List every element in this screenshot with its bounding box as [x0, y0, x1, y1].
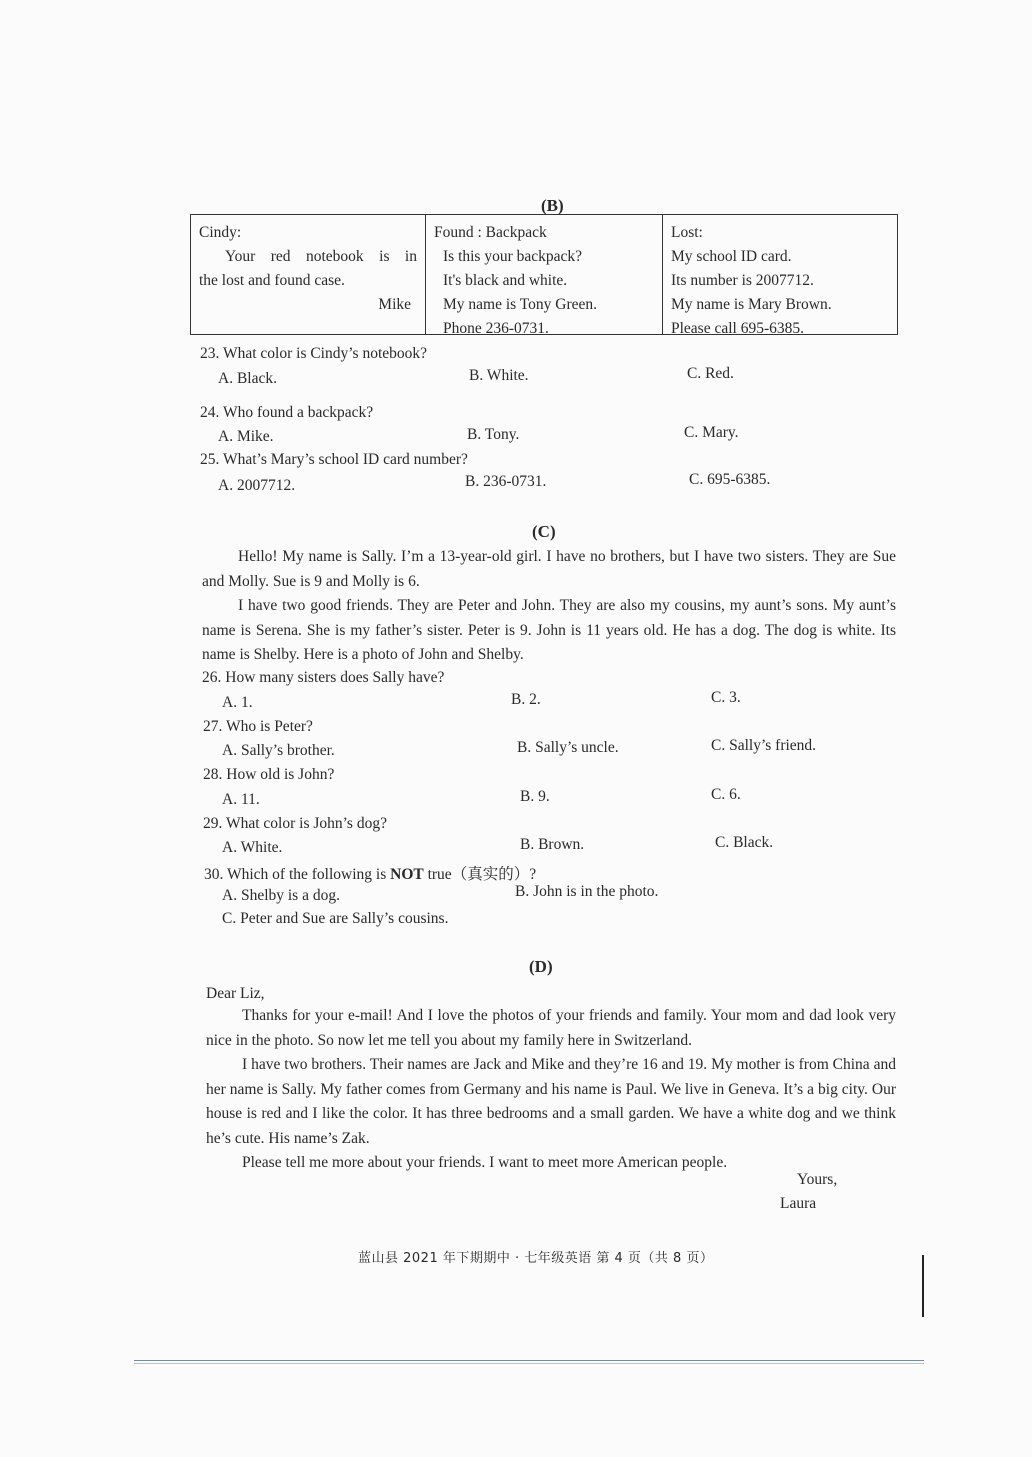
option-a: A. Sally’s brother.: [222, 742, 335, 759]
option-c: C. 3.: [711, 689, 741, 706]
notice-signature: Mike: [378, 296, 411, 313]
option-a: A. Black.: [218, 370, 277, 387]
notice-found-backpack: [425, 215, 662, 337]
option-b: B. Tony.: [467, 426, 520, 443]
option-c: C. Peter and Sue are Sally’s cousins.: [222, 910, 449, 927]
letter-signature: Laura: [780, 1195, 817, 1212]
notices-table: [190, 214, 898, 335]
option-a: A. 1.: [222, 694, 253, 711]
passage-c: [202, 545, 896, 668]
option-c: C. Mary.: [684, 424, 739, 441]
passage-paragraph: Thanks for your e-mail! And I love the photos of your friends and family. Your mom and dad look very nice in the photo. So now let me tell you about my family here in Switzerland.: [206, 1007, 896, 1049]
option-b: B. 236-0731.: [465, 473, 547, 490]
letter-greeting: Dear Liz,: [206, 985, 265, 1002]
notice-line: Cindy:: [199, 224, 242, 241]
notice-line: Found : Backpack: [434, 224, 547, 241]
option-c: C. Sally’s friend.: [711, 737, 817, 754]
option-b: B. Sally’s uncle.: [517, 739, 619, 756]
notice-lost-id: [662, 215, 897, 337]
scan-bottom-line: [134, 1363, 924, 1364]
question-24: 24. Who found a backpack?: [200, 404, 374, 421]
question-29: 29. What color is John’s dog?: [203, 815, 387, 832]
letter-closing: Yours,: [797, 1171, 838, 1188]
option-b: B. White.: [469, 367, 529, 384]
notice-line: My name is Mary Brown.: [671, 296, 832, 313]
section-b-header: (B): [541, 196, 564, 215]
passage-d: [206, 1004, 896, 1176]
option-a: A. Shelby is a dog.: [222, 887, 340, 904]
option-b: B. 9.: [520, 788, 550, 805]
page-footer: 蓝山县 2021 年下期期中 · 七年级英语 第 4 页（共 8 页）: [358, 1251, 714, 1266]
scan-bottom-line: [134, 1360, 924, 1361]
option-c: C. 6.: [711, 786, 741, 803]
option-b: B. Brown.: [520, 836, 585, 853]
scan-edge-line: [922, 1255, 924, 1317]
option-c: C. Black.: [715, 834, 774, 851]
notice-line: Its number is 2007712.: [671, 272, 814, 289]
question-28: 28. How old is John?: [203, 766, 335, 783]
passage-paragraph: I have two brothers. Their names are Jack and Mike and they’re 16 and 19. My mother is from China and her name is Sally. My father comes from Germany and his name is Paul. We live in Geneva. It’s a big city. Our house is red and I like the color. It has three bedrooms and a small garden. We have a white dog and we think he’s cute. His name’s Zak.: [206, 1056, 896, 1147]
section-c-header: (C): [532, 522, 556, 541]
question-30: [204, 862, 536, 884]
question-26: 26. How many sisters does Sally have?: [202, 669, 445, 686]
option-a: A. 11.: [222, 791, 260, 808]
notice-line: It's black and white.: [443, 272, 568, 289]
question-text: 30. Which of the following is: [204, 866, 391, 883]
passage-paragraph: Hello! My name is Sally. I’m a 13-year-old girl. I have no brothers, but I have two sisters. They are Sue and Molly. Sue is 9 and Molly is 6.: [202, 548, 896, 590]
notice-line: My school ID card.: [671, 248, 792, 265]
notice-line: My name is Tony Green.: [443, 296, 598, 313]
option-a: A. White.: [222, 839, 283, 856]
notice-line: Phone 236-0731.: [443, 320, 549, 337]
option-c: C. 695-6385.: [689, 471, 771, 488]
passage-paragraph: I have two good friends. They are Peter and John. They are also my cousins, my aunt’s sons. My aunt’s name is Serena. She is my father’s sister. Peter is 9. John is 11 years old. He has a dog. The dog is white. Its name is Shelby. Here is a photo of John and Shelby.: [202, 597, 896, 663]
question-23: 23. What color is Cindy’s notebook?: [200, 345, 428, 362]
question-text: true（真实的）?: [423, 866, 537, 883]
option-c: C. Red.: [687, 365, 734, 382]
question-25: 25. What’s Mary’s school ID card number?: [200, 451, 468, 468]
option-b: B. 2.: [511, 691, 541, 708]
option-b: B. John is in the photo.: [515, 883, 659, 900]
question-emphasis: NOT: [390, 866, 424, 883]
notice-line: Lost:: [671, 224, 703, 241]
option-a: A. 2007712.: [218, 477, 296, 494]
passage-paragraph: Please tell me more about your friends. I want to meet more American people.: [242, 1154, 728, 1171]
question-27: 27. Who is Peter?: [203, 718, 313, 735]
notice-line: Is this your backpack?: [443, 248, 583, 265]
section-d-header: (D): [529, 957, 553, 976]
option-a: A. Mike.: [218, 428, 274, 445]
notice-line: Your red notebook is in: [225, 248, 417, 265]
notice-line: Please call 695-6385.: [671, 320, 805, 337]
notice-line: the lost and found case.: [199, 272, 345, 289]
notice-cindy: [191, 215, 425, 334]
